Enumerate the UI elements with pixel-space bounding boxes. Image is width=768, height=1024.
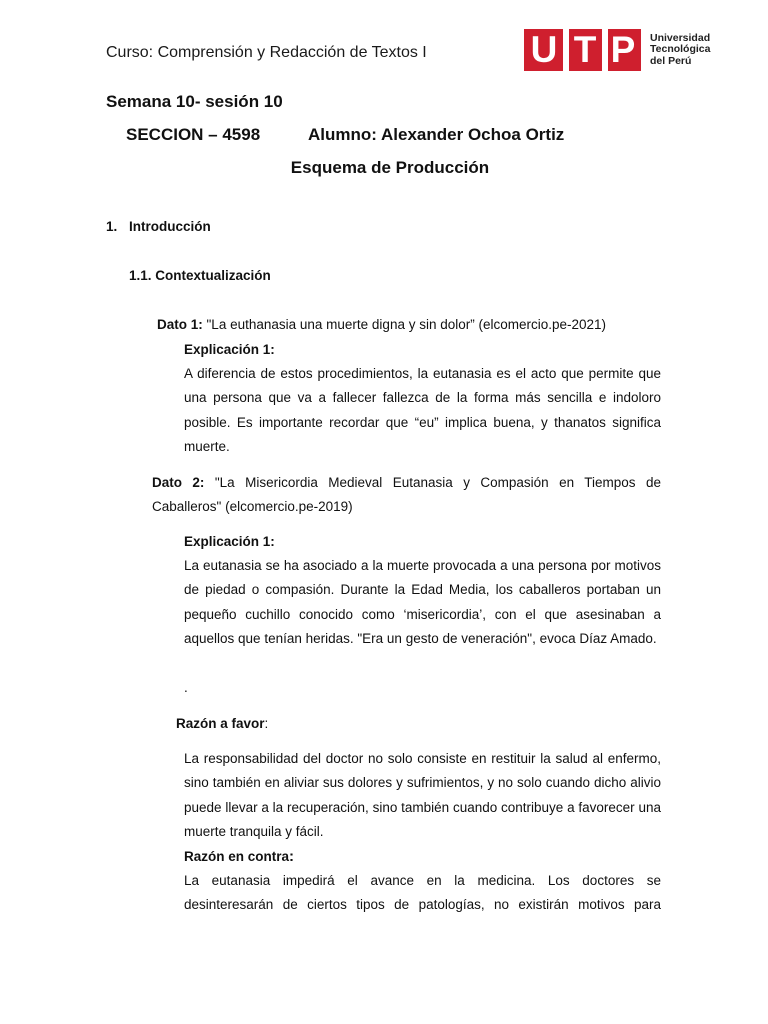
semana-heading: Semana 10- sesión 10	[106, 92, 283, 111]
seccion-heading: SECCION – 4598	[126, 125, 261, 144]
section-label: Introducción	[129, 219, 211, 234]
dato-2	[152, 471, 661, 520]
utp-logo	[524, 29, 710, 71]
subsection-heading: 1.1. Contextualización	[129, 268, 271, 283]
explicacion-label: Explicación 1:	[184, 534, 275, 549]
razon-favor-label	[176, 712, 268, 736]
razon-label: Razón a favor	[176, 716, 265, 731]
explicacion-text: A diferencia de estos procedimientos, la eutanasia es el acto que permite que una persona que va a fallecer fallezca de la forma más sencilla e indoloro posible. Es importante recordar que “eu” implica buena, y thanatos significa muerte.	[184, 366, 661, 455]
razon-colon: :	[264, 716, 269, 731]
section-number: 1.	[106, 219, 118, 234]
dato-1	[157, 313, 667, 337]
razon-contra-text: La eutanasia impedirá el avance en la medicina. Los doctores se desinteresarán de ciertos tipos de patologías, no existirán motivos para	[184, 873, 661, 913]
logo-text-line: del Perú	[650, 54, 692, 67]
section-heading	[106, 219, 211, 234]
logo-letter-t: T	[573, 29, 597, 70]
course-title: Curso: Comprensión y Redacción de Textos I	[106, 44, 427, 61]
explicacion-label: Explicación 1:	[184, 342, 275, 357]
razon-favor-text: La responsabilidad del doctor no solo consiste en restituir la salud al enfermo, sino también en aliviar sus dolores y sufrimientos, y no solo cuando dicho alivio puede llevar a la recuperación, sino también cuando contribuye a favorecer una muerte tranquila y fácil.	[184, 751, 661, 840]
razon-contra-label	[184, 845, 294, 869]
razon-colon: :	[289, 848, 295, 865]
stray-dot: .	[184, 680, 188, 695]
logo-wordmark	[650, 33, 710, 68]
razon-label: Razón en contra	[184, 849, 290, 864]
dato-label: Dato 1:	[157, 317, 203, 332]
logo-text-line: Tecnológica	[650, 43, 711, 56]
dato-text: "La euthanasia una muerte digna y sin dolor” (elcomercio.pe-2021)	[202, 317, 607, 332]
logo-letter-u: U	[530, 29, 558, 70]
dato-text: "La Misericordia Medieval Eutanasia y Compasión en Tiempos de Caballeros" (elcomercio.pe-2019)	[152, 475, 661, 515]
logo-text-line: Universidad	[650, 31, 711, 44]
utp-logo-mark	[524, 29, 641, 71]
logo-letter-p: P	[610, 29, 636, 70]
dato-label: Dato 2:	[152, 475, 205, 490]
document-title: Esquema de Producción	[290, 158, 490, 177]
explicacion-text: La eutanasia se ha asociado a la muerte provocada a una persona por motivos de piedad o compasión. Durante la Edad Media, los caballeros portaban un pequeño cuchillo conocido como ‘misericordia’, con el que asesinaban a aquellos que tenían heridas. "Era un gesto de veneración", evoca Díaz Amado.	[184, 558, 661, 647]
alumno-heading: Alumno: Alexander Ochoa Ortiz	[308, 125, 565, 144]
